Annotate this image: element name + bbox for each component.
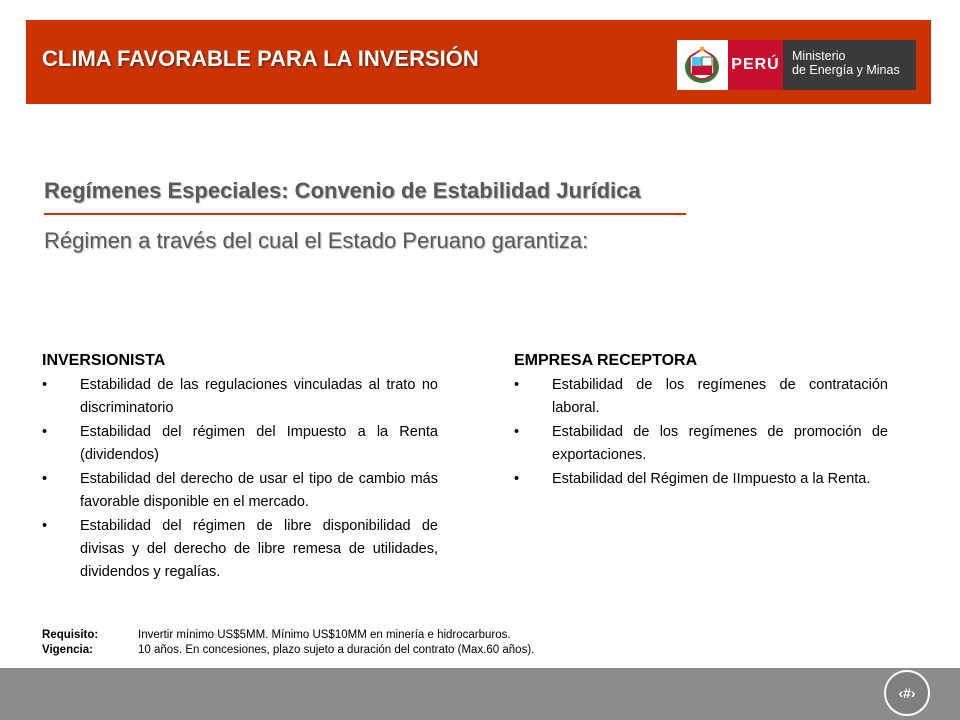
bullet-icon: • bbox=[42, 424, 48, 440]
requirements bbox=[42, 628, 534, 658]
bullet-icon: • bbox=[514, 471, 520, 487]
list-item bbox=[514, 374, 888, 420]
header-title: CLIMA FAVORABLE PARA LA INVERSIÓN bbox=[42, 46, 479, 71]
logo-country: PERÚ bbox=[728, 40, 783, 90]
vigencia-row bbox=[42, 643, 534, 658]
list-item-text: Estabilidad del derecho de usar el tipo de cambio más favorable disponible en el mercado. bbox=[80, 471, 438, 510]
list-item bbox=[514, 421, 888, 467]
bullet-list bbox=[514, 374, 888, 491]
logo-ministry bbox=[783, 40, 916, 90]
coat-of-arms-icon bbox=[680, 43, 724, 87]
page-number: ‹#› bbox=[884, 670, 930, 716]
list-item bbox=[42, 374, 438, 420]
list-item-text: Estabilidad del régimen de libre disponibilidad de divisas y del derecho de libre remesa de utilidades, dividendos y regalías. bbox=[80, 518, 438, 580]
list-item bbox=[42, 468, 438, 514]
bullet-icon: • bbox=[42, 518, 48, 534]
list-item bbox=[42, 421, 438, 467]
footer-bar bbox=[0, 668, 960, 720]
requisito-row bbox=[42, 628, 534, 643]
bullet-icon: • bbox=[514, 424, 520, 440]
bullet-icon: • bbox=[42, 471, 48, 487]
list-item bbox=[514, 468, 888, 491]
header-bar bbox=[26, 20, 931, 104]
list-item-text: Estabilidad de los regímenes de contratación laboral. bbox=[552, 377, 888, 416]
column-inversionista bbox=[42, 352, 438, 585]
vigencia-label: Vigencia: bbox=[42, 644, 93, 656]
section-subtitle: Régimen a través del cual el Estado Peruano garantiza: bbox=[44, 228, 589, 253]
list-item bbox=[42, 515, 438, 584]
title-underline bbox=[44, 213, 686, 215]
ministry-logo bbox=[677, 40, 916, 90]
bullet-icon: • bbox=[514, 377, 520, 393]
column-heading: EMPRESA RECEPTORA bbox=[514, 352, 698, 369]
list-item-text: Estabilidad de las regulaciones vinculadas al trato no discriminatorio bbox=[80, 377, 438, 416]
bullet-icon: • bbox=[42, 377, 48, 393]
column-heading: INVERSIONISTA bbox=[42, 352, 166, 369]
requisito-value: Invertir mínimo US$5MM. Mínimo US$10MM en minería e hidrocarburos. bbox=[138, 629, 511, 641]
logo-ministry-line1: Ministerio bbox=[792, 49, 846, 63]
logo-ministry-line2: de Energía y Minas bbox=[792, 63, 900, 77]
column-empresa-receptora bbox=[514, 352, 888, 492]
list-item-text: Estabilidad del Régimen de IImpuesto a la Renta. bbox=[552, 471, 871, 487]
list-item-text: Estabilidad de los regímenes de promoción de exportaciones. bbox=[552, 424, 888, 463]
list-item-text: Estabilidad del régimen del Impuesto a la Renta (dividendos) bbox=[80, 424, 438, 463]
bullet-list bbox=[42, 374, 438, 584]
vigencia-value: 10 años. En concesiones, plazo sujeto a duración del contrato (Max.60 años). bbox=[138, 644, 535, 656]
requisito-label: Requisito: bbox=[42, 629, 99, 641]
section-title: Regímenes Especiales: Convenio de Estabilidad Jurídica bbox=[44, 178, 641, 203]
